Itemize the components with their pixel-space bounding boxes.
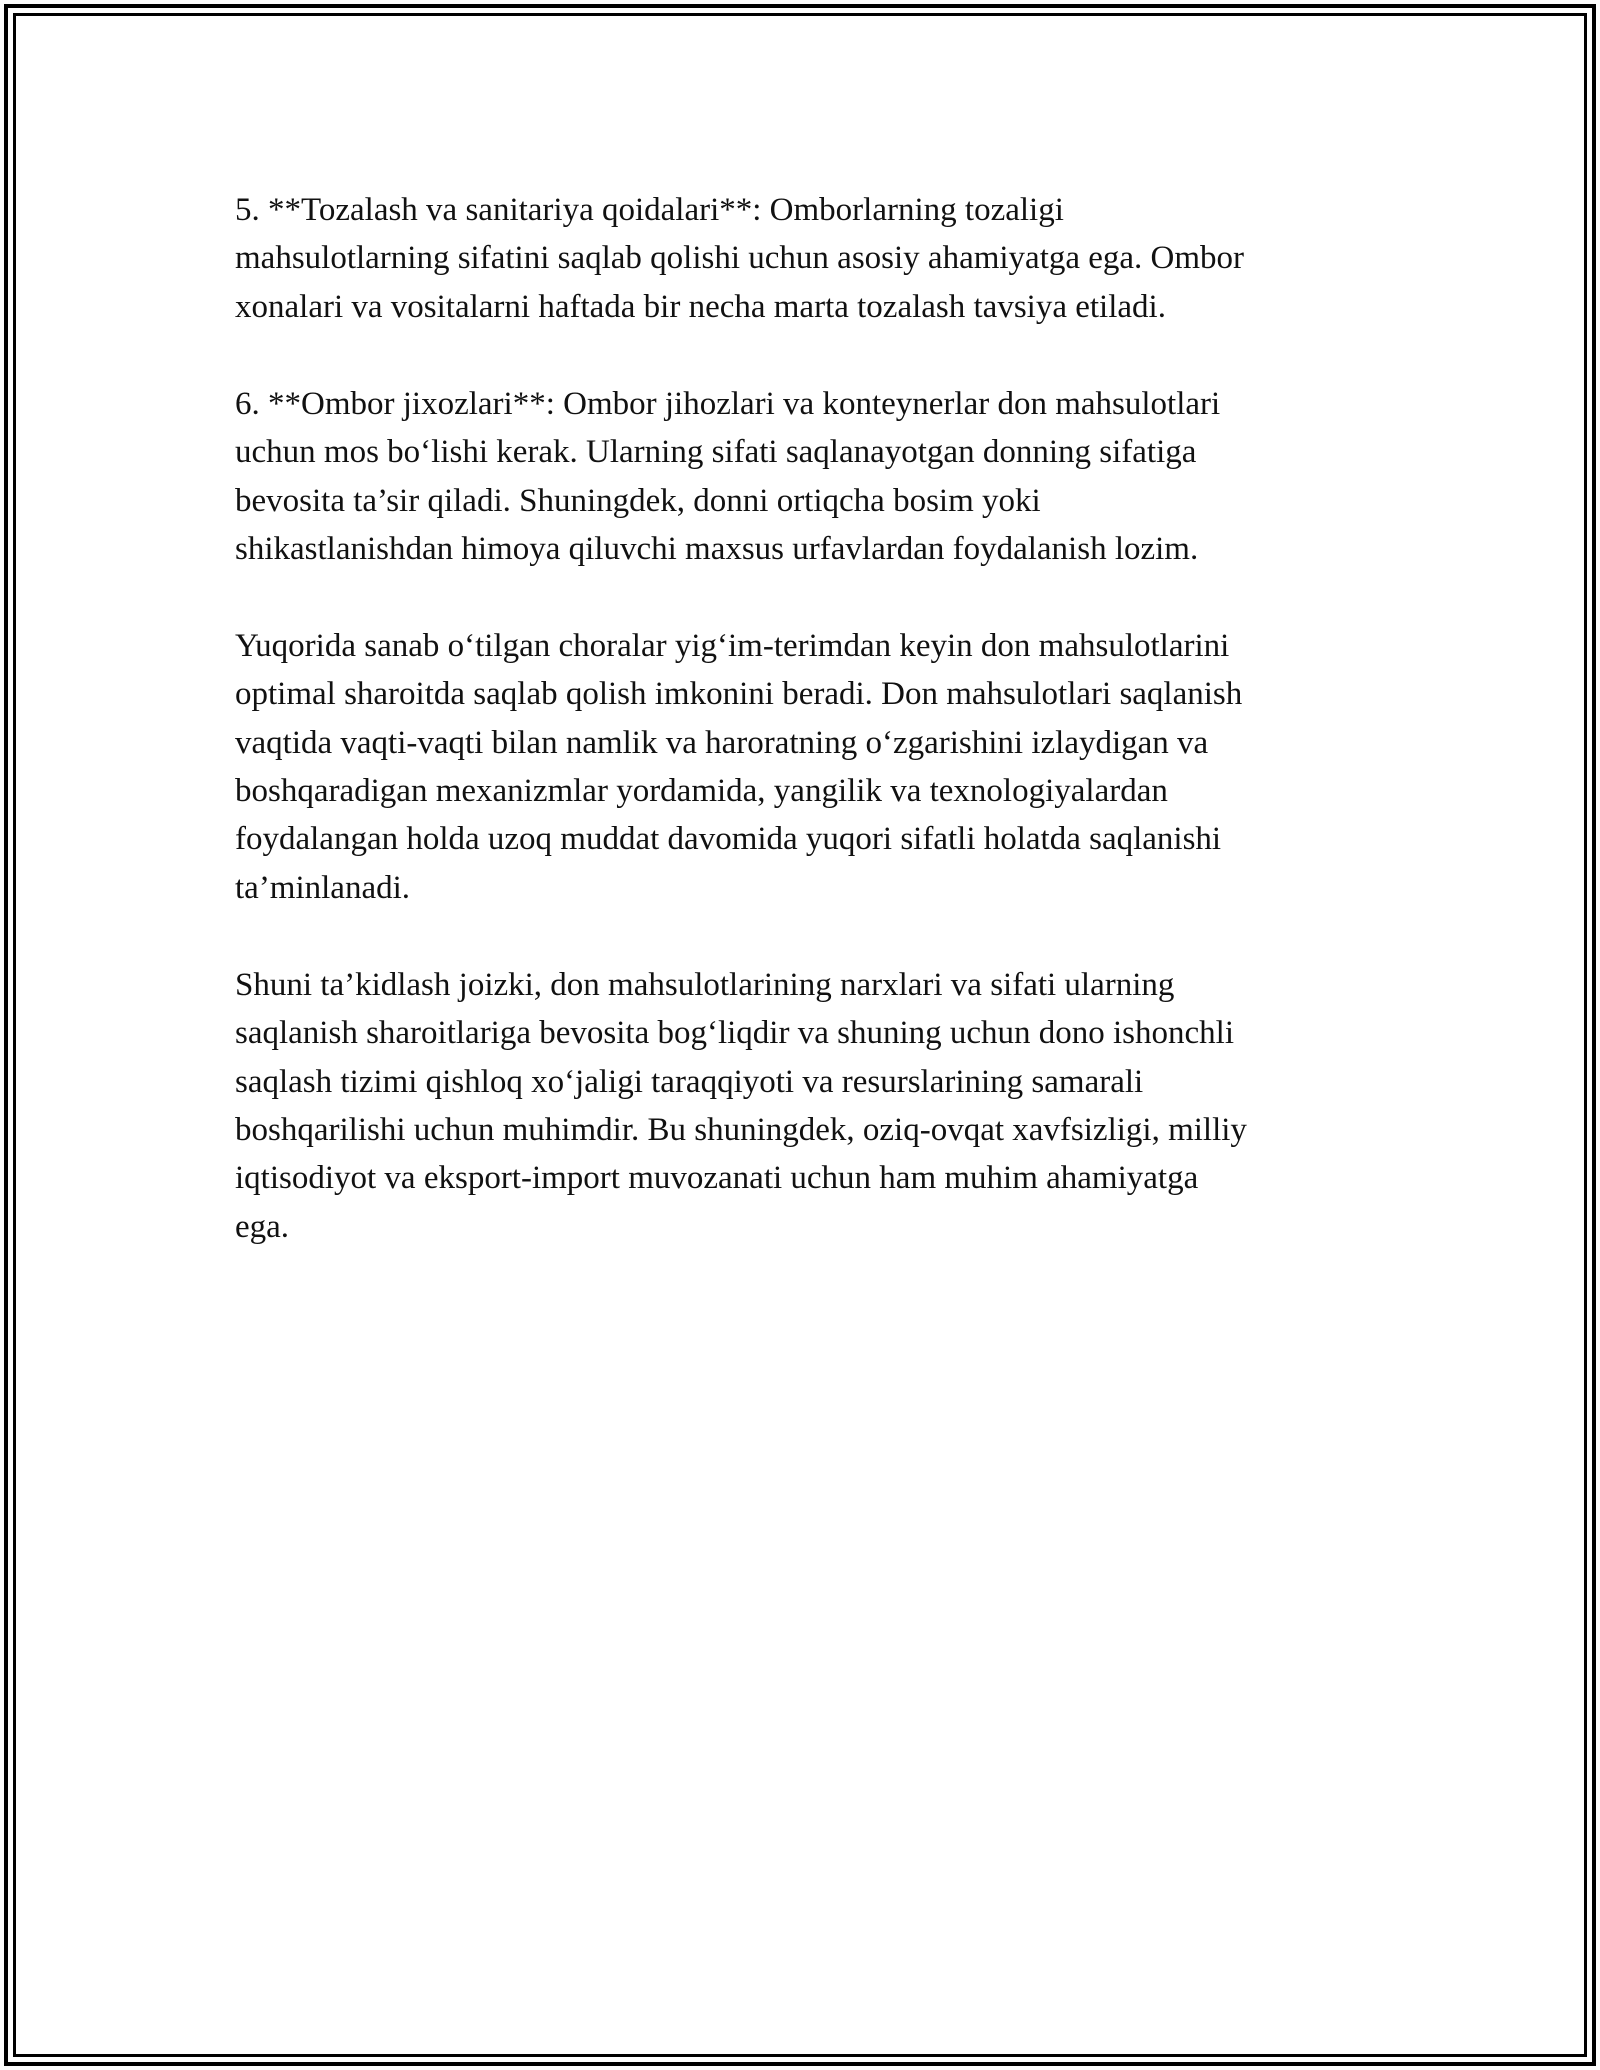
text-line: Shuni ta’kidlash joizki, don mahsulotlarining narxlari va sifati ularning	[235, 966, 1175, 1003]
text-line: shikastlanishdan himoya qiluvchi maxsus urfavlardan foydalanish lozim.	[235, 530, 1199, 567]
text-line: 6. **Ombor jixozlari**: Ombor jihozlari va konteynerlar don mahsulotlari	[235, 385, 1221, 422]
text-line: boshqarilishi uchun muhimdir. Bu shuningdek, oziq-ovqat xavfsizligi, milliy	[235, 1112, 1247, 1148]
text-line: Yuqorida sanab o‘tilgan choralar yig‘im-terimdan keyin don mahsulotlarini	[235, 627, 1230, 664]
text-line: saqlash tizimi qishloq xo‘jaligi taraqqiyoti va resurslarining samarali	[235, 1063, 1144, 1100]
text-line: uchun mos bo‘lishi kerak. Ularning sifati saqlanayotgan donning sifatiga	[235, 434, 1197, 471]
text-line: vaqtida vaqti-vaqti bilan namlik va haroratning o‘zgarishini izlaydigan va	[235, 724, 1209, 761]
text-line: foydalangan holda uzoq muddat davomida yuqori sifatli holatda saqlanishi	[235, 821, 1222, 858]
document-body	[235, 186, 1370, 1300]
text-line: saqlanish sharoitlariga bevosita bog‘liqdir va shuning uchun dono ishonchli	[235, 1015, 1235, 1052]
text-line: iqtisodiyot va eksport-import muvozanati uchun ham muhim ahamiyatga	[235, 1160, 1199, 1197]
text-line: mahsulotlarning sifatini saqlab qolishi uchun asosiy ahamiyatga ega. Ombor	[235, 240, 1245, 277]
text-line: optimal sharoitda saqlab qolish imkonini beradi. Don mahsulotlari saqlanish	[235, 676, 1243, 713]
paragraph-cleaning-rules	[235, 186, 1370, 331]
paragraph-storage-equipment	[235, 380, 1370, 574]
text-line: 5. **Tozalash va sanitariya qoidalari**: Omborlarning tozaligi	[235, 192, 1064, 228]
text-line: boshqaradigan mexanizmlar yordamida, yangilik va texnologiyalardan	[235, 773, 1168, 810]
text-line: ega.	[235, 1208, 290, 1245]
text-line: ta’minlanadi.	[235, 869, 411, 906]
text-line: bevosita ta’sir qiladi. Shuningdek, donni ortiqcha bosim yoki	[235, 482, 1041, 519]
text-line: xonalari va vositalarni haftada bir necha marta tozalash tavsiya etiladi.	[235, 288, 1166, 325]
paragraph-conclusion	[235, 961, 1370, 1251]
paragraph-measures-summary	[235, 622, 1370, 912]
